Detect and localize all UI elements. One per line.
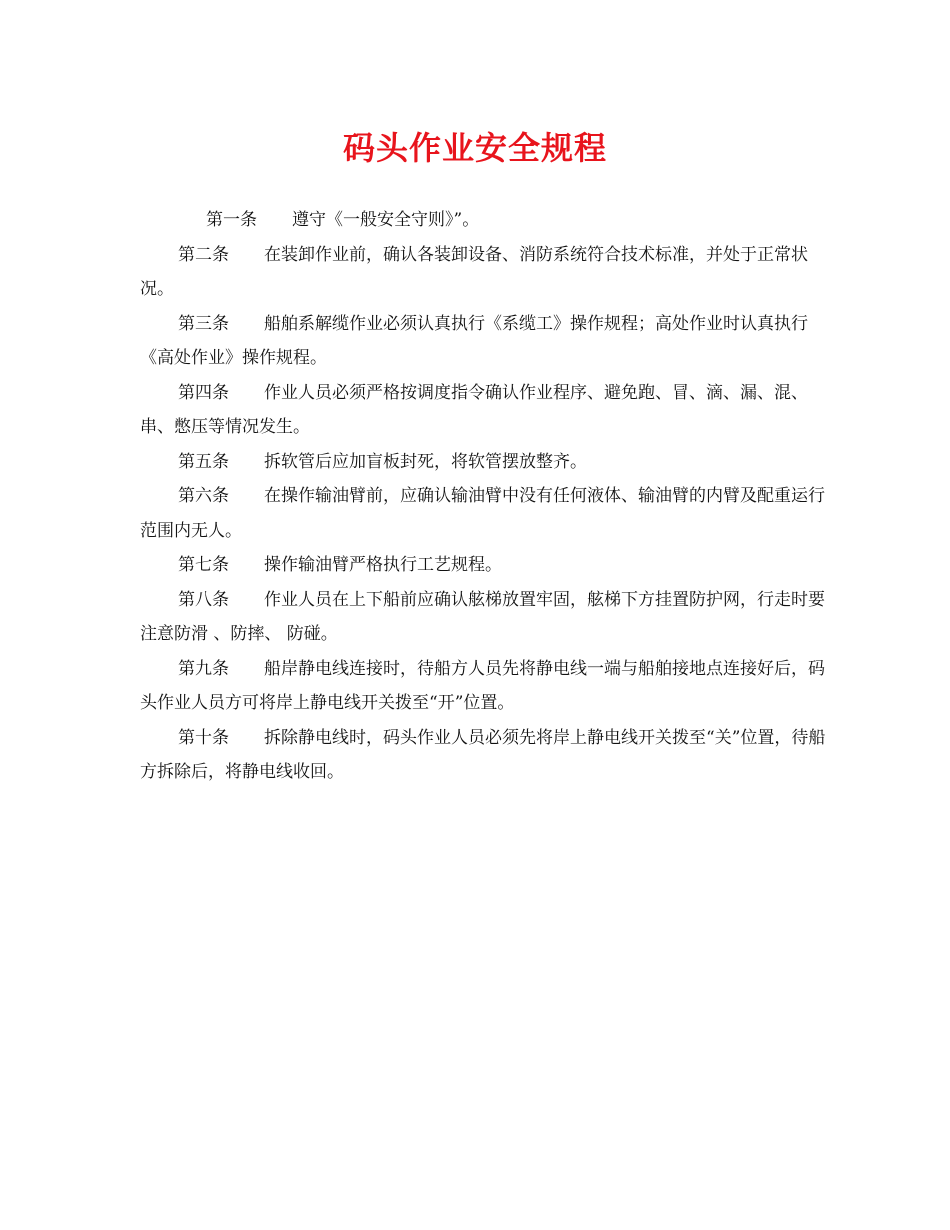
article-number: 第三条 — [178, 313, 229, 334]
article-number: 第八条 — [178, 589, 229, 610]
article-number: 第二条 — [178, 244, 229, 265]
article-7 — [140, 548, 830, 583]
article-text: 操作输油臂严格执行工艺规程。 — [264, 555, 502, 575]
article-text: 拆除静电线时，码头作业人员必须先将岸上静电线开关拨至“关”位置，待船方拆除后，将静电线收回。 — [140, 727, 826, 782]
article-text: 拆软管后应加盲板封死，将软管摆放整齐。 — [264, 451, 587, 472]
article-number: 第六条 — [178, 486, 229, 506]
article-text: 船舶系解缆作业必须认真执行《系缆工》操作规程；高处作业时认真执行《高处作业》操作规程。 — [140, 313, 808, 368]
article-3 — [140, 307, 830, 376]
article-text: 作业人员在上下船前应确认舷梯放置牢固，舷梯下方挂置防护网，行走时要注意防滑 、防摔、 防碰。 — [140, 589, 825, 644]
article-6 — [140, 479, 830, 548]
article-text: 在操作输油臂前，应确认输油臂中没有任何液体、输油臂的内臂及配重运行范围内无人。 — [140, 486, 825, 541]
article-8 — [140, 583, 830, 652]
article-number: 第九条 — [178, 658, 229, 679]
article-text: 船岸静电线连接时，待船方人员先将静电线一端与船舶接地点连接好后，码头作业人员方可将岸上静电线开关拨至“开”位置。 — [140, 658, 825, 713]
article-text: 在装卸作业前，确认各装卸设备、消防系统符合技术标准，并处于正常状况。 — [140, 244, 808, 299]
article-9 — [140, 652, 830, 721]
document-title: 码头作业安全规程 — [342, 129, 607, 167]
article-number: 第五条 — [178, 451, 229, 472]
article-text: 作业人员必须严格按调度指令确认作业程序、避免跑、冒、滴、漏、混、串、憋压等情况发生。 — [140, 382, 808, 437]
article-number: 第七条 — [178, 555, 229, 575]
article-number: 第四条 — [178, 382, 229, 403]
document-body — [140, 203, 830, 790]
article-10 — [140, 721, 830, 790]
article-number: 第十条 — [178, 727, 229, 748]
article-text: 遵守《一般安全守则》”。 — [292, 210, 480, 230]
article-number: 第一条 — [206, 210, 257, 230]
article-4 — [140, 376, 830, 445]
article-1 — [140, 203, 830, 238]
article-2 — [140, 238, 830, 307]
article-5 — [140, 445, 830, 480]
